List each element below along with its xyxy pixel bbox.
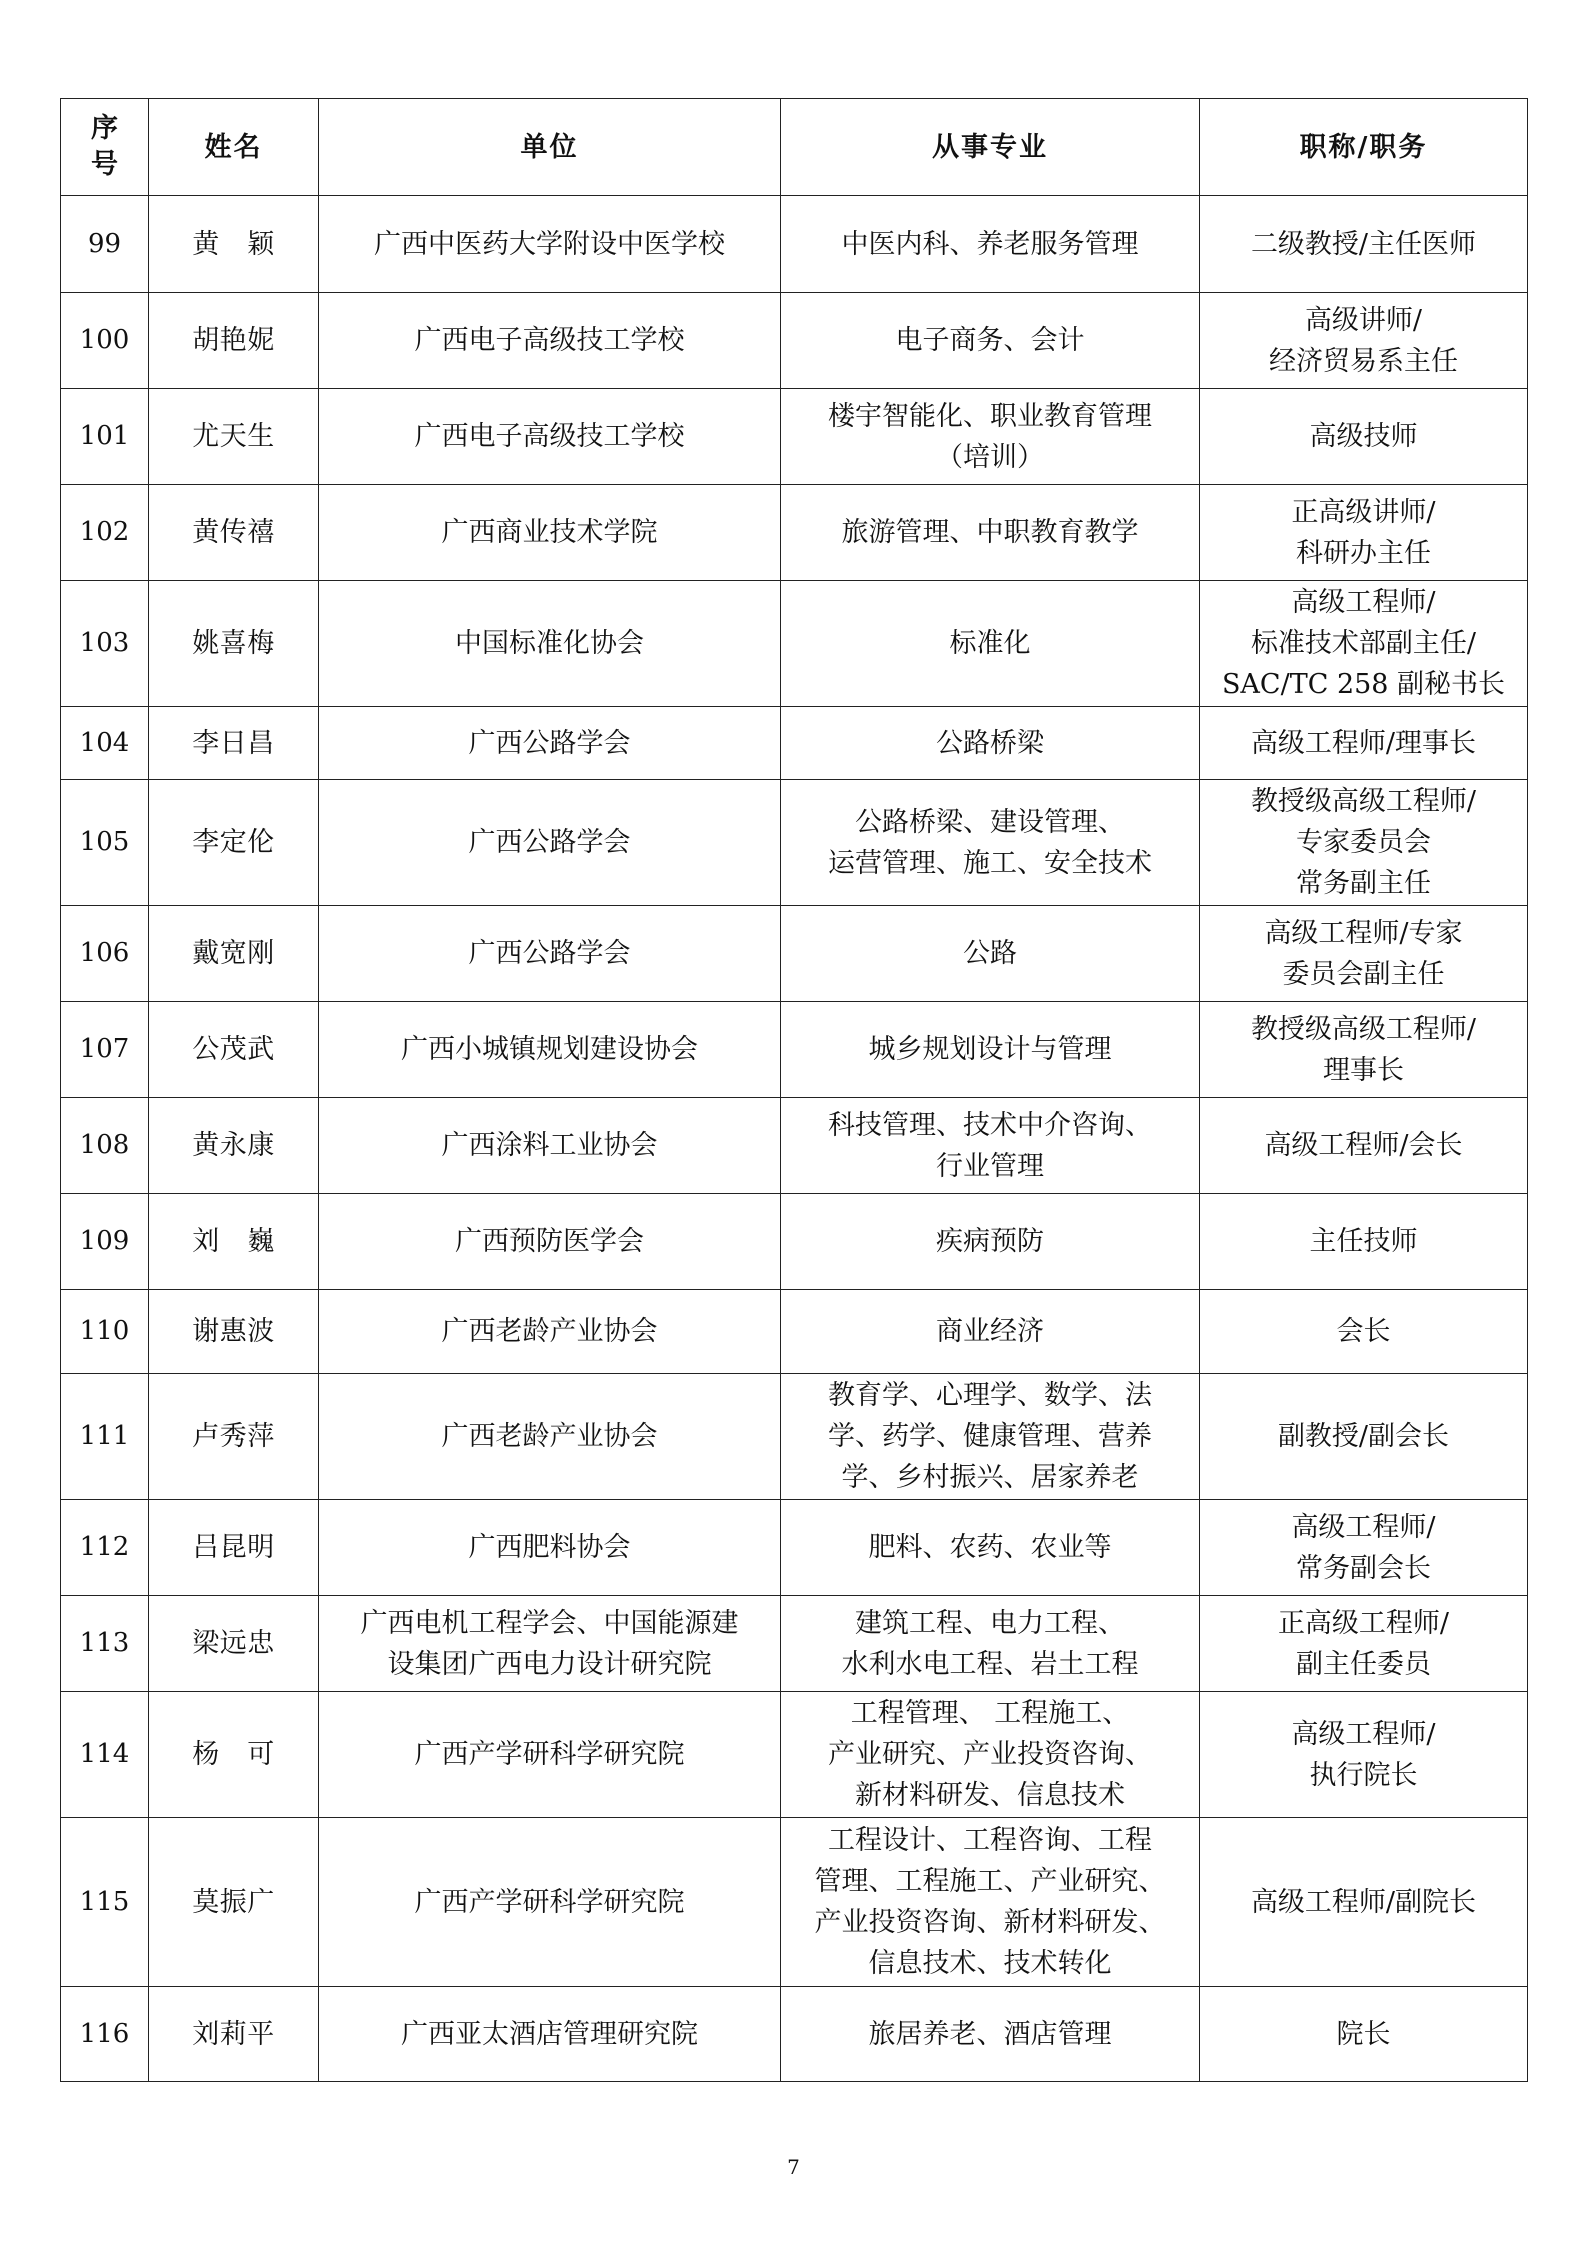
table-row <box>61 1290 1528 1374</box>
cell-major: 公路桥梁、建设管理、 运营管理、施工、安全技术 <box>781 780 1200 906</box>
cell-name: 姚喜梅 <box>149 581 319 707</box>
cell-title: 高级讲师/ 经济贸易系主任 <box>1200 293 1528 389</box>
cell-name: 公茂武 <box>149 1002 319 1098</box>
cell-name: 李日昌 <box>149 707 319 780</box>
cell-title: 教授级高级工程师/ 专家委员会 常务副主任 <box>1200 780 1528 906</box>
cell-name: 刘莉平 <box>149 1987 319 2082</box>
cell-major: 商业经济 <box>781 1290 1200 1374</box>
cell-unit: 广西电子高级技工学校 <box>319 293 781 389</box>
cell-no: 99 <box>61 196 149 293</box>
cell-major: 楼宇智能化、职业教育管理 （培训） <box>781 389 1200 485</box>
table-row <box>61 389 1528 485</box>
cell-name: 黄传禧 <box>149 485 319 581</box>
cell-unit: 广西电子高级技工学校 <box>319 389 781 485</box>
cell-unit: 广西肥料协会 <box>319 1500 781 1596</box>
cell-title: 高级工程师/理事长 <box>1200 707 1528 780</box>
cell-major: 工程管理、 工程施工、 产业研究、产业投资咨询、 新材料研发、信息技术 <box>781 1692 1200 1818</box>
cell-unit: 广西中医药大学附设中医学校 <box>319 196 781 293</box>
cell-major: 建筑工程、电力工程、 水利水电工程、岩土工程 <box>781 1596 1200 1692</box>
table-row <box>61 1374 1528 1500</box>
cell-no: 112 <box>61 1500 149 1596</box>
table-row <box>61 1098 1528 1194</box>
cell-title: 副教授/副会长 <box>1200 1374 1528 1500</box>
cell-name: 吕昆明 <box>149 1500 319 1596</box>
cell-unit: 广西产学研科学研究院 <box>319 1818 781 1987</box>
cell-major: 科技管理、技术中介咨询、 行业管理 <box>781 1098 1200 1194</box>
cell-title: 高级工程师/专家 委员会副主任 <box>1200 906 1528 1002</box>
cell-name: 尤天生 <box>149 389 319 485</box>
cell-major: 疾病预防 <box>781 1194 1200 1290</box>
cell-title: 会长 <box>1200 1290 1528 1374</box>
cell-unit: 广西商业技术学院 <box>319 485 781 581</box>
cell-no: 105 <box>61 780 149 906</box>
cell-title: 教授级高级工程师/ 理事长 <box>1200 1002 1528 1098</box>
cell-no: 113 <box>61 1596 149 1692</box>
cell-name: 梁远忠 <box>149 1596 319 1692</box>
cell-unit: 广西老龄产业协会 <box>319 1374 781 1500</box>
cell-name: 胡艳妮 <box>149 293 319 389</box>
table-row <box>61 293 1528 389</box>
cell-major: 公路桥梁 <box>781 707 1200 780</box>
cell-title: 高级工程师/会长 <box>1200 1098 1528 1194</box>
cell-unit: 广西预防医学会 <box>319 1194 781 1290</box>
cell-name: 卢秀萍 <box>149 1374 319 1500</box>
cell-major: 旅游管理、中职教育教学 <box>781 485 1200 581</box>
cell-name: 谢惠波 <box>149 1290 319 1374</box>
cell-no: 102 <box>61 485 149 581</box>
cell-major: 工程设计、工程咨询、工程 管理、工程施工、产业研究、 产业投资咨询、新材料研发、 信息技术、技术转化 <box>781 1818 1200 1987</box>
cell-unit: 广西小城镇规划建设协会 <box>319 1002 781 1098</box>
cell-name: 戴宽刚 <box>149 906 319 1002</box>
cell-no: 111 <box>61 1374 149 1500</box>
cell-no: 106 <box>61 906 149 1002</box>
cell-major: 城乡规划设计与管理 <box>781 1002 1200 1098</box>
cell-unit: 中国标准化协会 <box>319 581 781 707</box>
table-body <box>61 196 1528 2082</box>
table-row <box>61 1596 1528 1692</box>
cell-name: 黄 颖 <box>149 196 319 293</box>
header-no: 序 号 <box>61 99 149 196</box>
cell-no: 115 <box>61 1818 149 1987</box>
table-row <box>61 1692 1528 1818</box>
cell-major: 教育学、心理学、数学、法 学、药学、健康管理、营养 学、乡村振兴、居家养老 <box>781 1374 1200 1500</box>
cell-no: 114 <box>61 1692 149 1818</box>
cell-no: 116 <box>61 1987 149 2082</box>
cell-unit: 广西亚太酒店管理研究院 <box>319 1987 781 2082</box>
table-header <box>61 99 1528 196</box>
cell-no: 107 <box>61 1002 149 1098</box>
cell-title: 高级工程师/ 常务副会长 <box>1200 1500 1528 1596</box>
cell-no: 108 <box>61 1098 149 1194</box>
cell-name: 刘 巍 <box>149 1194 319 1290</box>
cell-title: 高级工程师/ 标准技术部副主任/ SAC/TC 258 副秘书长 <box>1200 581 1528 707</box>
table-row <box>61 906 1528 1002</box>
cell-no: 110 <box>61 1290 149 1374</box>
header-major: 从事专业 <box>781 99 1200 196</box>
cell-unit: 广西产学研科学研究院 <box>319 1692 781 1818</box>
cell-title: 正高级讲师/ 科研办主任 <box>1200 485 1528 581</box>
cell-name: 莫振广 <box>149 1818 319 1987</box>
cell-title: 院长 <box>1200 1987 1528 2082</box>
table-row <box>61 1987 1528 2082</box>
cell-unit: 广西公路学会 <box>319 707 781 780</box>
page-number: 7 <box>787 2155 800 2179</box>
cell-no: 100 <box>61 293 149 389</box>
header-name: 姓名 <box>149 99 319 196</box>
cell-title: 二级教授/主任医师 <box>1200 196 1528 293</box>
table-row <box>61 485 1528 581</box>
table-row <box>61 1002 1528 1098</box>
cell-name: 李定伦 <box>149 780 319 906</box>
table-row <box>61 1500 1528 1596</box>
table-row <box>61 1194 1528 1290</box>
cell-unit: 广西电机工程学会、中国能源建 设集团广西电力设计研究院 <box>319 1596 781 1692</box>
table-row <box>61 1818 1528 1987</box>
expert-roster-table <box>60 98 1528 2082</box>
cell-title: 正高级工程师/ 副主任委员 <box>1200 1596 1528 1692</box>
cell-title: 高级技师 <box>1200 389 1528 485</box>
header-unit: 单位 <box>319 99 781 196</box>
cell-no: 101 <box>61 389 149 485</box>
cell-major: 中医内科、养老服务管理 <box>781 196 1200 293</box>
cell-major: 肥料、农药、农业等 <box>781 1500 1200 1596</box>
cell-unit: 广西涂料工业协会 <box>319 1098 781 1194</box>
cell-major: 电子商务、会计 <box>781 293 1200 389</box>
table-row <box>61 581 1528 707</box>
cell-unit: 广西公路学会 <box>319 780 781 906</box>
cell-no: 109 <box>61 1194 149 1290</box>
cell-major: 公路 <box>781 906 1200 1002</box>
header-row <box>61 99 1528 196</box>
table-row <box>61 707 1528 780</box>
cell-title: 高级工程师/副院长 <box>1200 1818 1528 1987</box>
cell-major: 标准化 <box>781 581 1200 707</box>
cell-major: 旅居养老、酒店管理 <box>781 1987 1200 2082</box>
cell-unit: 广西老龄产业协会 <box>319 1290 781 1374</box>
header-title: 职称/职务 <box>1200 99 1528 196</box>
cell-no: 104 <box>61 707 149 780</box>
cell-title: 高级工程师/ 执行院长 <box>1200 1692 1528 1818</box>
cell-name: 杨 可 <box>149 1692 319 1818</box>
cell-name: 黄永康 <box>149 1098 319 1194</box>
table-row <box>61 780 1528 906</box>
table-row <box>61 196 1528 293</box>
cell-title: 主任技师 <box>1200 1194 1528 1290</box>
cell-unit: 广西公路学会 <box>319 906 781 1002</box>
cell-no: 103 <box>61 581 149 707</box>
